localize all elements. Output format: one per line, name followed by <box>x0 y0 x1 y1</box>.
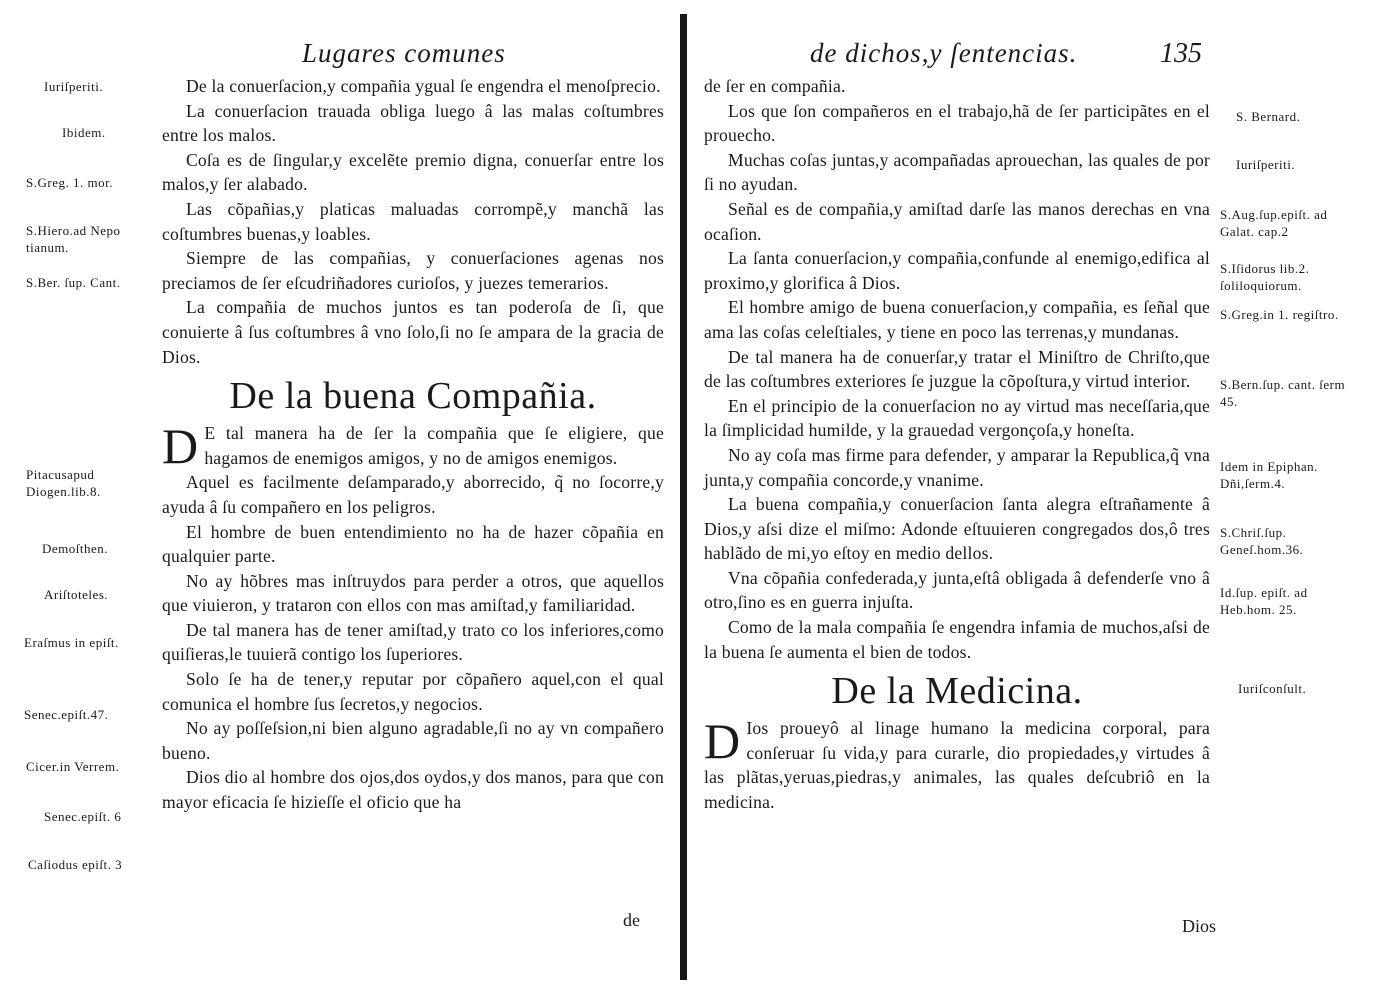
running-head: de dichos,y ſentencias. <box>810 38 1078 68</box>
marginal-note: Ariſtoteles. <box>44 587 109 602</box>
marginal-note: Id.ſup. epiſt. ad Heb.hom. 25. <box>1220 585 1308 617</box>
paragraph: Aquel es facilmente deſamparado,y aborrecido, q̃ no ſocorre,y ayuda â ſu compañero en los peligros. <box>162 472 664 517</box>
drop-cap: D <box>704 713 741 770</box>
paragraph: De la conuerſacion,y compañia ygual ſe engendra el menoſprecio. <box>186 76 661 96</box>
paragraph: Solo ſe ha de tener,y reputar por cõpañero aquel,con el qual comunica el hombre ſus ſecretos,y negocios. <box>162 669 664 714</box>
paragraph: La ſanta conuerſacion,y compañia,confunde al enemigo,edifica al proximo,y glorifica â Dios. <box>704 248 1210 293</box>
paragraph-text: Ios proueyô al linage humano la medicina corporal, para conſeruar ſu vida,y para curarle, dio propiedades,y virtudes â las plãtas,yeruas,piedras,y animales, las quales deſcubriô en la medicina. <box>704 718 1210 813</box>
paragraph: En el principio de la conuerſacion no ay virtud mas neceſſaria,que la ſimplicidad humilde, y la grauedad vergonçoſa,y honeſta. <box>704 395 1210 441</box>
marginal-note: Eraſmus in epiſt. <box>24 635 119 650</box>
marginal-note: S.Greg. 1. mor. <box>26 175 113 190</box>
paragraph: La conuerſacion trauada obliga luego â las malas coſtumbres entre los malos. <box>162 100 664 146</box>
paragraph: No ay poſſeſsion,ni bien alguno agradable,ſi no ay vn compañero bueno. <box>162 718 664 763</box>
text-column <box>162 74 664 815</box>
paragraph: Señal es de compañia,y amiſtad darſe las manos derechas en vna ocaſion. <box>704 198 1210 244</box>
paragraph: Coſa es de ſingular,y excelẽte premio digna, conuerſar entre los malos,y ſer alabado. <box>162 149 664 195</box>
marginal-note: Cicer.in Verrem. <box>26 759 120 774</box>
marginal-note: S.Bern.ſup. cant. ſerm 45. <box>1220 377 1346 409</box>
text-column <box>704 74 1210 815</box>
paragraph: Los que ſon compañeros en el trabajo,hã de ſer participãtes en el prouecho. <box>704 100 1210 146</box>
catchword: Dios <box>1181 916 1216 936</box>
paragraph: La compañia de muchos juntos es tan poderoſa de ſi, que conuierte â ſus coſtumbres â vno ſolo,ſi no ſe ampara de la gracia de Dios. <box>162 297 664 367</box>
marginal-note: Iuriſperiti. <box>1236 157 1296 172</box>
paragraph: Las cõpañias,y platicas maluadas corrompẽ,y manchã las coſtumbres buenas,y loables. <box>162 198 664 244</box>
paragraph: Muchas coſas juntas,y acompañadas aprouechan, las quales de por ſi no ayudan. <box>704 149 1210 195</box>
paragraph: De tal manera ha de conuerſar,y tratar el Miniſtro de Chriſto,que de las coſtumbres exteriores ſe juzgue la cõpoſtura,y virtud interior. <box>704 346 1210 392</box>
paragraph-text: E tal manera ha de ſer la compañia que ſe eligiere, que hagamos de enemigos amigos, y no de amigos enemigos. <box>204 423 664 468</box>
marginal-note: S.Ber. ſup. Cant. <box>26 275 121 290</box>
paragraph-with-dropcap <box>704 713 1210 814</box>
paragraph: El hombre amigo de buena conuerſacion,y compañia, es ſeñal que ama las coſas celeſtiales, y tiene en poco las terrenas,y mundanas. <box>704 297 1210 342</box>
paragraph: Como de la mala compañia ſe engendra infamia de muchos,aſsi de la buena ſe aumenta el bien de todos. <box>704 617 1210 662</box>
paragraph: De tal manera has de tener amiſtad,y trato co los inferiores,como quiſieras,le tuuierã contigo los ſuperiores. <box>162 619 664 665</box>
section-title: De la Medicina. <box>831 670 1083 713</box>
paragraph: Vna cõpañia confederada,y junta,eſtâ obligada â defenderſe vno â otro,ſino es en guerra injuſta. <box>704 567 1210 613</box>
marginal-note: Senec.epiſt. 6 <box>44 809 122 824</box>
right-page <box>690 0 1380 1000</box>
paragraph: La buena compañia,y conuerſacion ſanta alegra eſtrañamente â Dios,y aſsi dize el miſmo: Adonde eſtuuieren congregados dos,ô tres hablãdo de mi,yo eſtoy en medio dellos. <box>704 494 1210 564</box>
catchword: de <box>623 910 640 930</box>
marginal-note: S.Aug.ſup.epiſt. ad Galat. cap.2 <box>1220 207 1328 239</box>
marginal-note: S.Hiero.ad Nepo tianum. <box>26 223 121 255</box>
marginal-note: Ibidem. <box>62 125 106 140</box>
marginal-note: S. Bernard. <box>1236 109 1301 124</box>
paragraph: Siempre de las compañias, y conuerſaciones agenas nos preciamos de ſer eſcudriñadores curioſos, y juezes temerarios. <box>162 248 664 293</box>
marginal-note: Pitacusapud Diogen.lib.8. <box>26 467 101 499</box>
paragraph-continuation: de ſer en compañia. <box>704 76 846 96</box>
marginal-note: S.Greg.in 1. regiſtro. <box>1220 307 1339 322</box>
paragraph: No ay coſa mas firme para defender, y amparar la Republica,q̃ vna junta,y compañia concorde,y vnanime. <box>704 444 1210 490</box>
marginal-note: Iuriſperiti. <box>44 79 104 94</box>
marginal-note: Senec.epiſt.47. <box>24 707 109 722</box>
page-number: 135 <box>1160 38 1202 69</box>
marginal-note: Caſiodus epiſt. 3 <box>28 857 123 872</box>
drop-cap: D <box>162 418 199 475</box>
section-title: De la buena Compañia. <box>229 375 597 418</box>
marginal-note: Idem in Epiphan. Dñi,ſerm.4. <box>1220 459 1318 491</box>
paragraph-with-dropcap <box>162 418 664 475</box>
paragraph: Dios dio al hombre dos ojos,dos oydos,y dos manos, para que con mayor eficacia ſe hizieſſe el oficio que ha <box>162 767 664 813</box>
marginal-note: Iuriſconſult. <box>1238 681 1307 696</box>
marginal-note: S.Iſidorus lib.2. ſoliloquiorum. <box>1220 261 1310 293</box>
page-gutter <box>680 14 687 980</box>
left-page <box>0 0 676 1000</box>
paragraph: No ay hõbres mas inſtruydos para perder a otros, que aquellos que viuieron, y trataron con ellos con mas amiſtad,y familiaridad. <box>162 570 664 616</box>
paragraph: El hombre de buen entendimiento no ha de hazer cõpañia en qualquier parte. <box>162 521 664 567</box>
marginal-note: S.Chriſ.ſup. Geneſ.hom.36. <box>1220 525 1304 557</box>
marginal-note: Demoſthen. <box>42 541 109 556</box>
running-head: Lugares comunes <box>302 38 506 68</box>
